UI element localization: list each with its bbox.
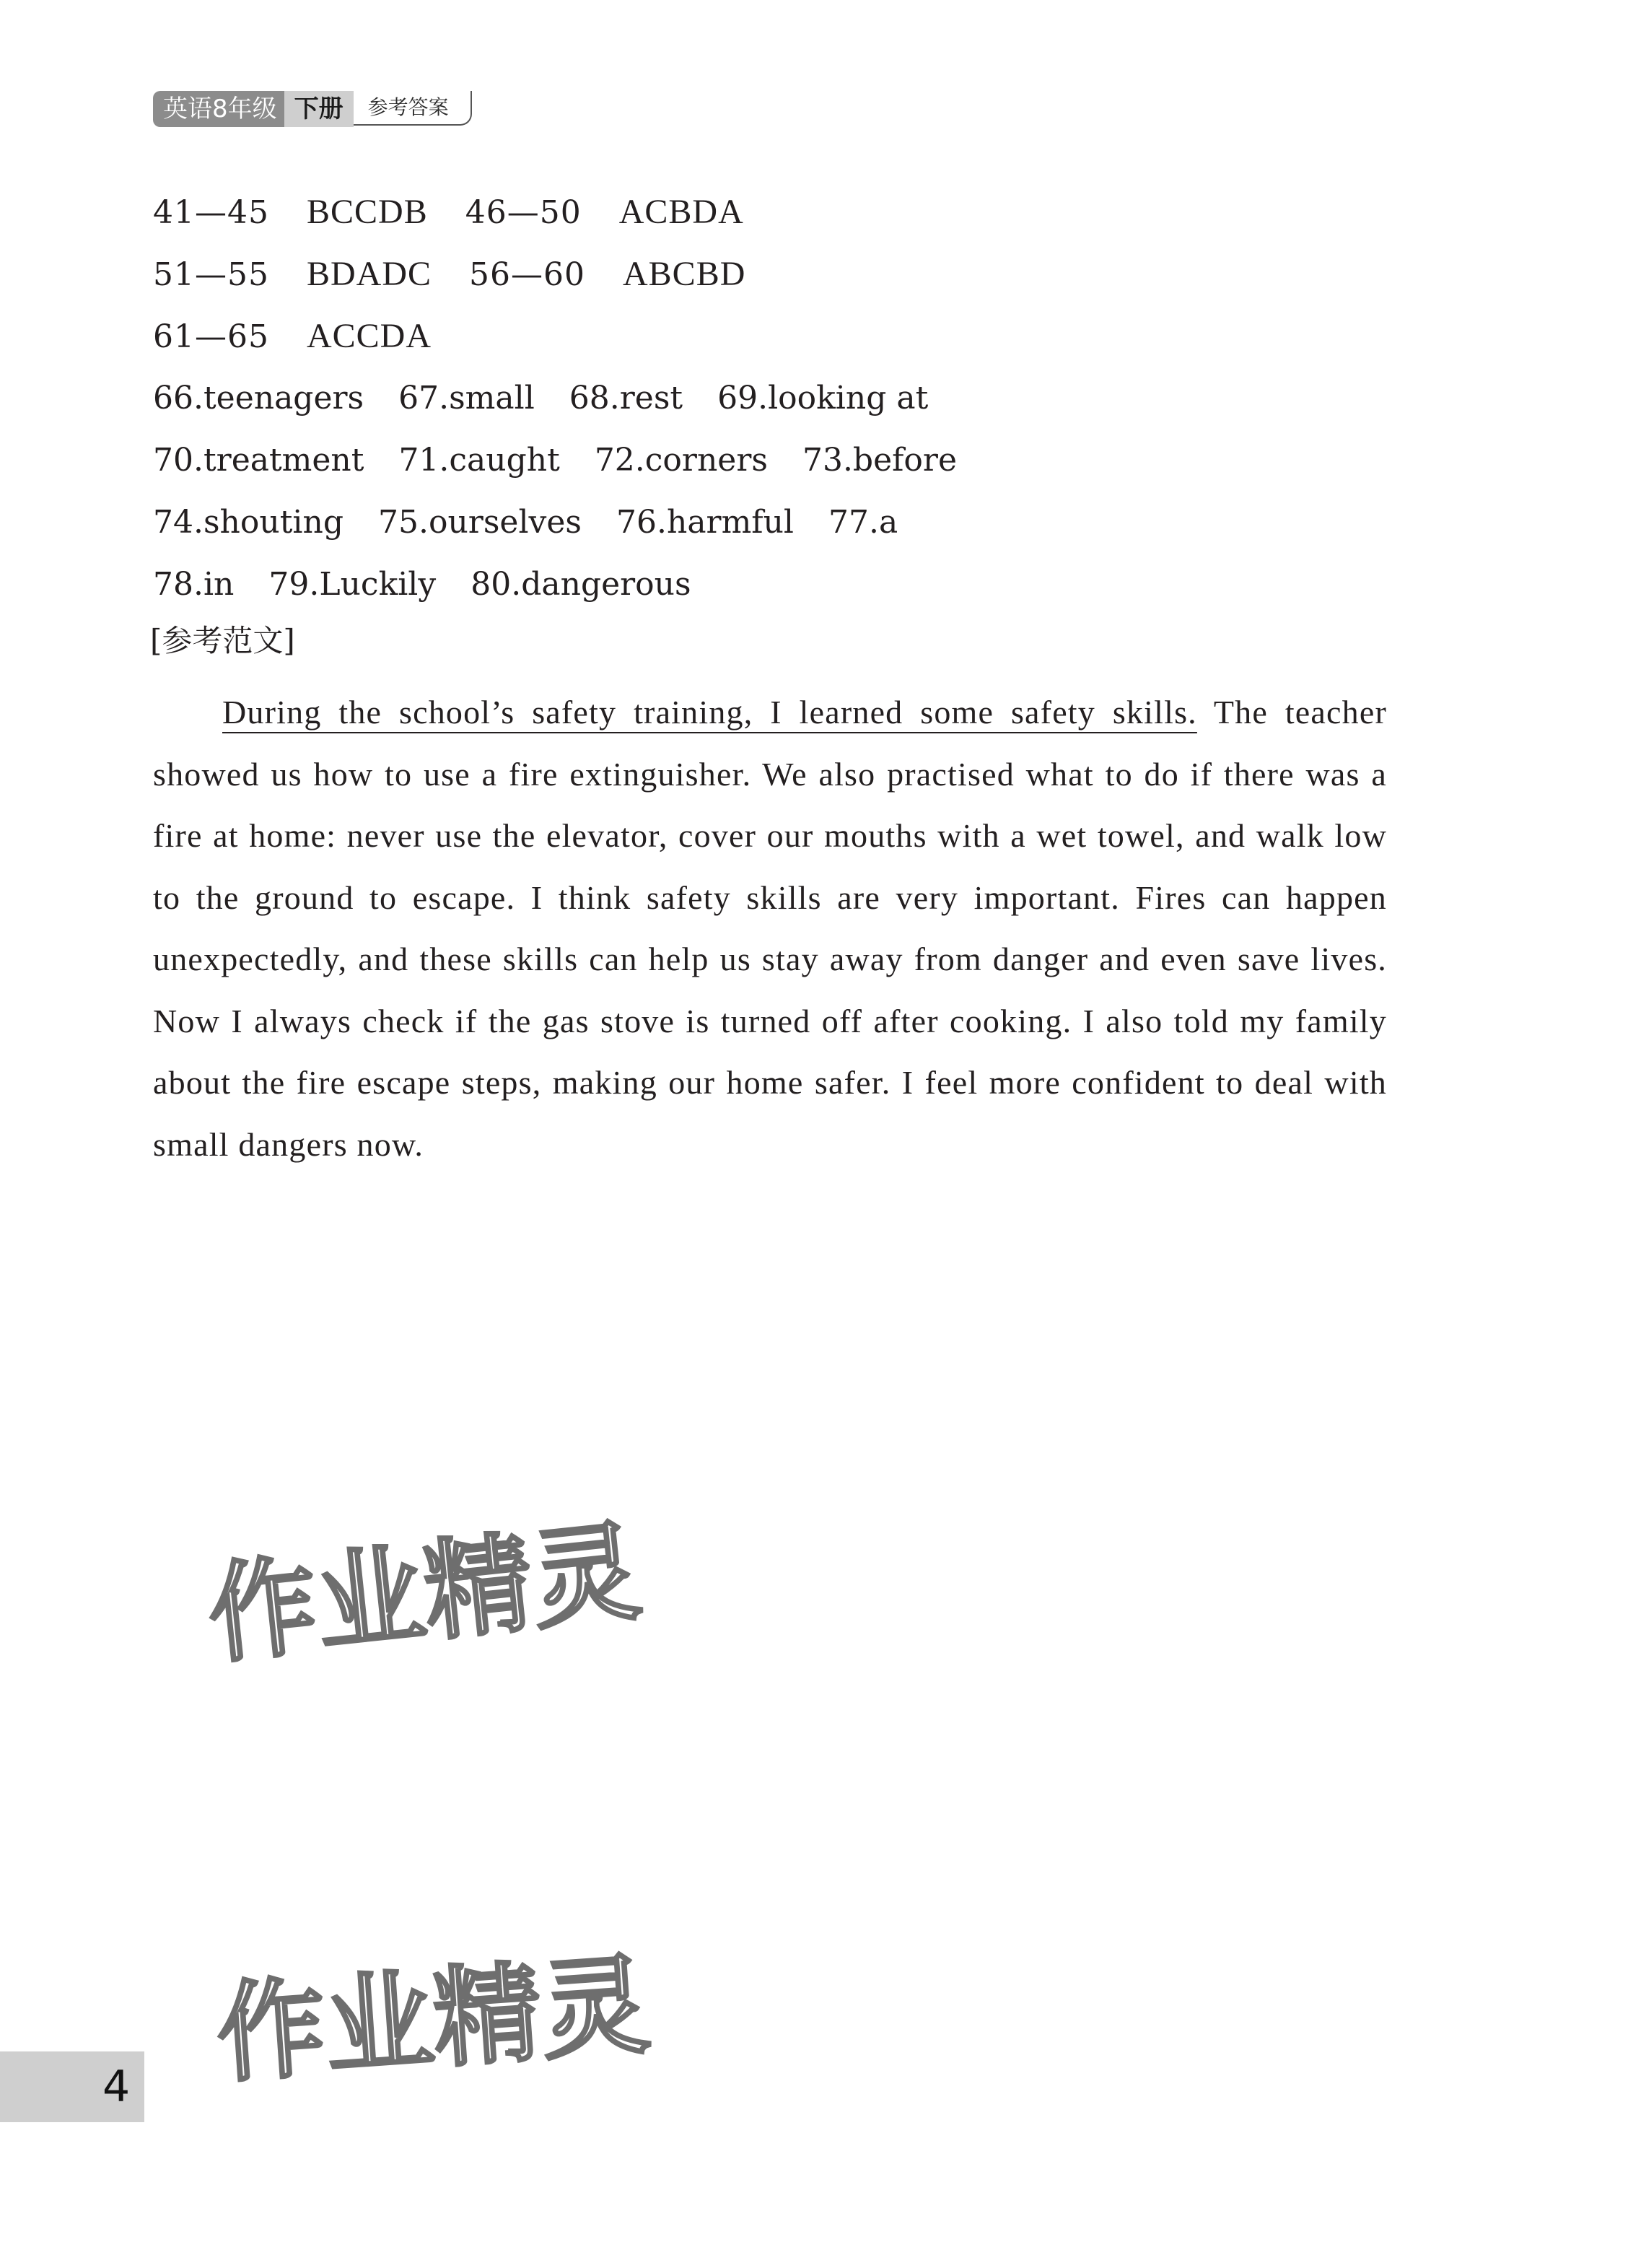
question-range: 41—45 [153,194,269,231]
question-range: 56—60 [469,256,585,293]
word-answer: 75.ourselves [377,504,582,541]
answer-letters: ACBDA [618,193,744,231]
choice-answer-row [153,313,992,375]
question-range: 61—65 [153,318,269,355]
answer-letters: ACCDA [306,317,432,355]
choice-answer-row [153,251,992,313]
answer-letters: BCCDB [306,193,428,231]
word-answer: 67.small [398,380,535,416]
word-answer: 66.teenagers [153,380,364,416]
answer-letters: ABCBD [623,255,746,293]
word-answer: 73.before [802,442,957,479]
header-volume: 下册 [284,91,354,127]
essay-topic-sentence: During the school’s safety training, I learned some safety skills. [222,694,1197,730]
word-answer: 69.looking at [717,380,929,416]
word-answer-row [153,437,992,500]
word-answer: 68.rest [569,380,683,416]
answer-letters: BDADC [306,255,432,293]
watermark-logo: 作业精灵 [213,1942,654,2098]
word-answer: 80.dangerous [471,566,691,603]
header-label: 参考答案 [354,91,472,126]
word-answer: 72.corners [594,442,768,479]
word-answer-row [153,500,992,562]
question-range: 46—50 [465,194,582,231]
word-answer: 76.harmful [616,504,794,541]
watermark-logo: 作业精灵 [202,1509,647,1680]
header-grade: 英语8年级 [153,91,284,127]
word-answer: 70.treatment [153,442,364,479]
running-header [153,91,472,127]
essay-body: The teacher showed us how to use a fire extinguisher. We also practised what to do if there was a fire at home: never use the elevator, cover our mouths with a wet towel, and walk low to the ground to escape. I think safety skills are very important. Fires can happen unexpectedly, and these skills can help us stay away from danger and even save lives. Now I always check if the gas stove is turned off after cooking. I also told my family about the fire escape steps, making our home safer. I feel more confident to deal with small dangers now. [153,694,1387,1163]
word-answer-row [153,375,992,437]
word-answer-row [153,562,992,624]
word-answer: 78.in [153,566,235,603]
word-answer: 77.a [828,504,898,541]
choice-answer-row [153,189,992,251]
word-answer: 74.shouting [153,504,343,541]
page-number: 4 [102,2062,131,2112]
answer-key [153,189,992,624]
word-answer: 79.Luckily [268,566,437,603]
sample-essay [153,681,1387,1175]
word-answer: 71.caught [398,442,560,479]
sample-essay-heading: [参考范文] [150,623,295,658]
question-range: 51—55 [153,256,269,293]
